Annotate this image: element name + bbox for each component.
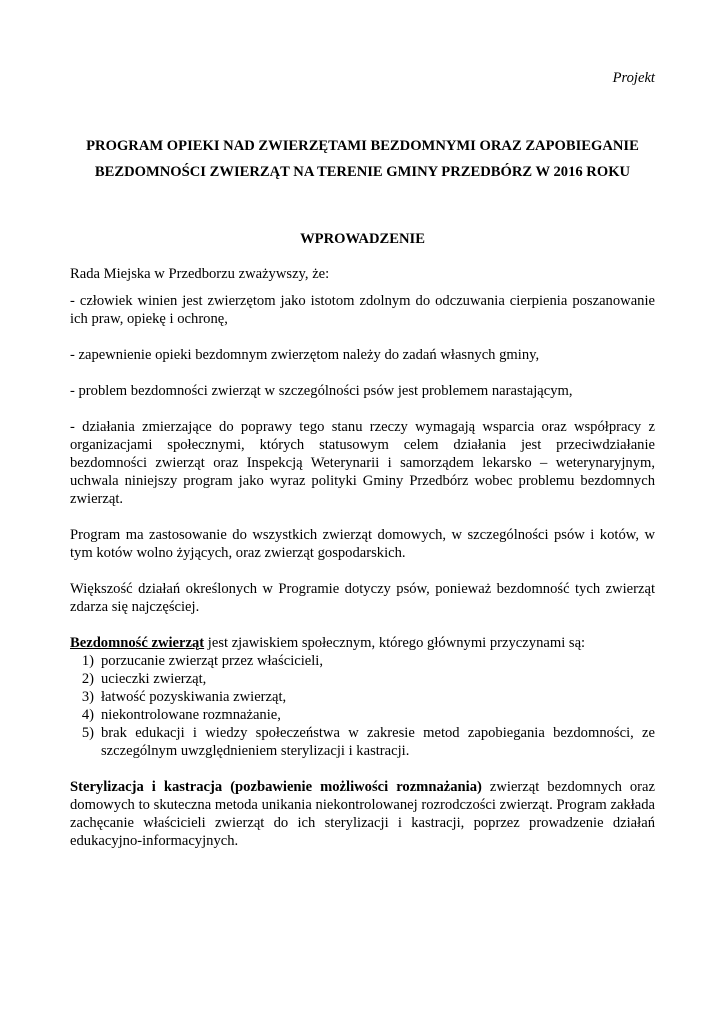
project-label: Projekt (612, 70, 655, 86)
scope-paragraph: Program ma zastosowanie do wszystkich zwierząt domowych, w szczególności psów i kotów, w tym kotów wolno żyjących, oraz zwierząt gospodarskich. (70, 527, 655, 561)
document-body (70, 265, 655, 850)
list-item (70, 688, 655, 706)
sterilization-term: Sterylizacja i kastracja (pozbawienie możliwości rozmnażania) (70, 779, 482, 795)
list-item-text: ucieczki zwierząt, (101, 671, 207, 687)
section-heading: WPROWADZENIE (300, 231, 425, 247)
title-line-1: PROGRAM OPIEKI NAD ZWIERZĘTAMI BEZDOMNYMI ORAZ ZAPOBIEGANIE (86, 138, 639, 154)
list-item-number: 1) (81, 653, 94, 669)
bullet-paragraph-1: - człowiek winien jest zwierzętom jako istotom zdolnym do odczuwania cierpienia poszanowanie ich praw, opiekę i ochronę, (70, 293, 655, 327)
list-item-number: 3) (81, 689, 94, 705)
list-item (70, 652, 655, 670)
list-item-number: 5) (81, 725, 94, 741)
bullet-paragraph-2: - zapewnienie opieki bezdomnym zwierzętom należy do zadań własnych gminy, (70, 347, 540, 363)
list-item-number: 2) (81, 671, 94, 687)
causes-term: Bezdomność zwierząt (70, 635, 205, 651)
list-item (70, 724, 655, 760)
document-title (70, 133, 655, 185)
bullet-paragraph-3: - problem bezdomności zwierząt w szczególności psów jest problemem narastającym, (70, 383, 573, 399)
list-item-text: brak edukacji i wiedzy społeczeństwa w zakresie metod zapobiegania bezdomności, ze szczególnym uwzględnieniem sterylizacji i kastracji. (101, 725, 655, 759)
list-item (70, 670, 655, 688)
list-item (70, 706, 655, 724)
bullet-paragraph-4: - działania zmierzające do poprawy tego stanu rzeczy wymagają wsparcia oraz współpracy z organizacjami społecznymi, których statusowym celem działania jest przeciwdziałanie bezdomności zwierząt oraz Inspekcją Weterynarii i samorządem lekarsko – weterynaryjnym, uchwala niniejszy program jako wyraz polityki Gminy Przedbórz wobec problemu bezdomnych zwierząt. (70, 419, 655, 507)
intro-paragraph: Rada Miejska w Przedborzu zważywszy, że: (70, 266, 330, 282)
list-item-text: niekontrolowane rozmnażanie, (101, 707, 281, 723)
causes-list (70, 652, 655, 760)
list-item-text: porzucanie zwierząt przez właścicieli, (101, 653, 324, 669)
list-item-number: 4) (81, 707, 94, 723)
sterilization-text: zwierząt bezdomnych oraz domowych to skuteczna metoda unikania niekontrolowanej rozrodczości zwierząt. Program zakłada zachęcanie właścicieli zwierząt do ich sterylizacji i kastracji, poprzez prowadzenie działań edukacyjno-informacyjnych. (70, 779, 655, 849)
dogs-paragraph: Większość działań określonych w Programie dotyczy psów, ponieważ bezdomność tych zwierząt zdarza się najczęściej. (70, 581, 655, 615)
causes-intro (70, 634, 655, 652)
causes-intro-text: jest zjawiskiem społecznym, którego głównymi przyczynami są: (204, 635, 586, 651)
sterilization-paragraph (70, 778, 655, 850)
list-item-text: łatwość pozyskiwania zwierząt, (101, 689, 287, 705)
title-line-2: BEZDOMNOŚCI ZWIERZĄT NA TERENIE GMINY PRZEDBÓRZ W 2016 ROKU (94, 164, 631, 180)
